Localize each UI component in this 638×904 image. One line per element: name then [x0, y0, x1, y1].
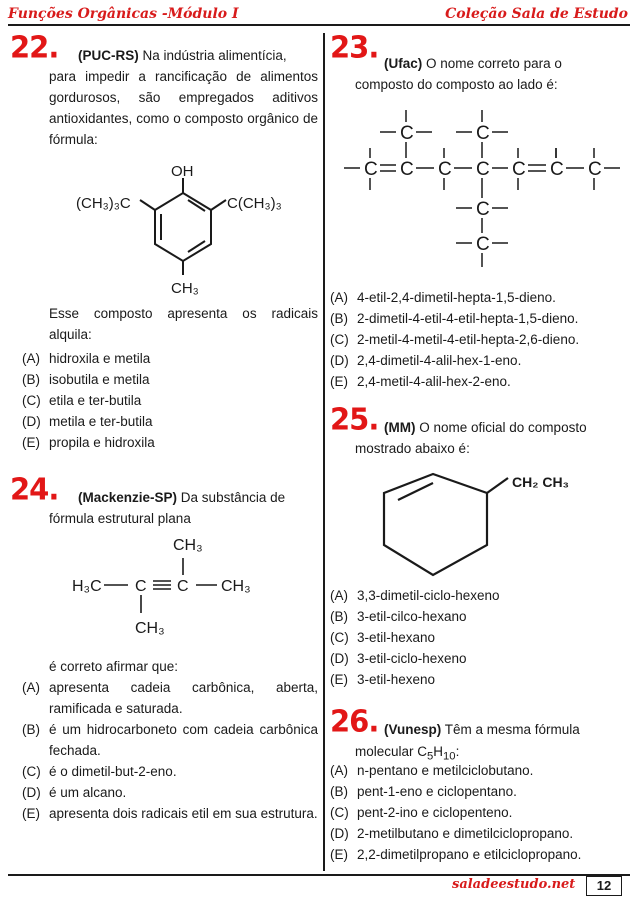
q26-formula-prefix: molecular C — [355, 744, 428, 759]
option-text: 2,2-dimetilpropano e etilciclopropano. — [357, 847, 582, 862]
q24-left-group: H₃C — [72, 578, 102, 595]
q22-option-a — [22, 348, 318, 369]
option-text: 2-metil-4-metil-4-etil-hepta-2,6-dieno. — [357, 332, 580, 347]
option-letter: (C) — [22, 764, 41, 779]
option-letter: (D) — [330, 651, 349, 666]
q25-option-a — [330, 585, 620, 606]
footer-site: saladeestudo.net — [452, 877, 576, 892]
q23-main-carbon-5: C — [512, 159, 526, 180]
option-text: pent-1-eno e ciclopentano. — [357, 784, 517, 799]
q24-option-b — [22, 719, 318, 761]
q24-text-first: Da substância de — [180, 490, 286, 505]
option-letter: (E) — [330, 847, 348, 862]
option-text: metila e ter-butila — [49, 414, 153, 429]
option-text: isobutila e metila — [49, 372, 150, 387]
q26-formula-h: H — [433, 744, 444, 759]
q23-branch-carbon-upper-1: C — [400, 123, 414, 144]
option-text: apresenta dois radicais etil em sua estrutura. — [49, 806, 318, 821]
option-text: 2,4-dimetil-4-alil-hex-1-eno. — [357, 353, 522, 368]
option-letter: (C) — [330, 332, 349, 347]
option-text: 3,3-dimetil-ciclo-hexeno — [357, 588, 500, 603]
q24-after: é correto afirmar que: — [49, 659, 179, 674]
option-text: é um alcano. — [49, 785, 127, 800]
q23-option-e — [330, 371, 620, 392]
q23-source: (Ufac) — [384, 56, 423, 71]
q25-substituent: CH₂ CH₃ — [512, 474, 570, 490]
option-letter: (A) — [22, 351, 40, 366]
option-letter: (C) — [330, 630, 349, 645]
q23-text: composto do composto ao lado é: — [355, 77, 558, 92]
option-text: n-pentano e metilciclobutano. — [357, 763, 534, 778]
option-letter: (E) — [22, 435, 40, 450]
q22-text-first: Na indústria alimentícia, — [142, 48, 287, 63]
q23-main-carbon-3: C — [438, 159, 452, 180]
option-letter: (B) — [330, 784, 348, 799]
q23-text-first: O nome correto para o — [426, 56, 562, 71]
q23-intro — [384, 53, 620, 74]
q24-bottom-group: CH₃ — [135, 620, 165, 637]
q24-intro — [78, 487, 318, 508]
q22-structure — [68, 160, 308, 300]
q22-option-e — [22, 432, 318, 453]
q26-option-e — [330, 844, 620, 865]
q23-branch-carbon-lower-1: C — [476, 199, 490, 220]
option-letter: (A) — [330, 763, 348, 778]
q23-main-carbon-6: C — [550, 159, 564, 180]
option-letter: (B) — [330, 311, 348, 326]
q26-sub10: 10 — [443, 750, 456, 763]
question-number-26: 26. — [330, 703, 379, 739]
option-letter: (D) — [22, 785, 41, 800]
q23-option-d — [330, 350, 620, 371]
option-letter: (D) — [330, 353, 349, 368]
option-letter: (C) — [22, 393, 41, 408]
option-text: 3-etil-ciclo-hexeno — [357, 651, 467, 666]
q24-option-c — [22, 761, 318, 782]
option-text: 3-etil-cilco-hexano — [357, 609, 467, 624]
q22-left-group: (CH₃)₃C — [76, 195, 131, 212]
option-letter: (E) — [330, 374, 348, 389]
option-text: 2-metilbutano e dimetilciclopropano. — [357, 826, 574, 841]
option-text: hidroxila e metila — [49, 351, 151, 366]
option-letter: (A) — [330, 290, 348, 305]
option-letter: (A) — [22, 680, 40, 695]
q24-option-d — [22, 782, 318, 803]
option-text: propila e hidroxila — [49, 435, 155, 450]
q26-option-a — [330, 760, 620, 781]
q22-source: (PUC-RS) — [78, 48, 139, 63]
q22-bottom-group: CH₃ — [171, 280, 199, 297]
q22-text: para impedir a rancificação de alimentos gordurosos, são empregados aditivos antioxidantes, como o composto orgânico de fórmula: — [49, 69, 318, 147]
option-text: pent-2-ino e ciclopenteno. — [357, 805, 513, 820]
question-number-24: 24. — [10, 471, 59, 507]
option-letter: (B) — [22, 372, 40, 387]
q24-carbon-2: C — [177, 578, 189, 595]
q23-main-carbon-7: C — [588, 159, 602, 180]
q23-main-carbon-1: C — [364, 159, 378, 180]
q26-text-first: Têm a mesma fórmula — [444, 722, 580, 737]
option-text: 2-dimetil-4-etil-4-etil-hepta-1,5-dieno. — [357, 311, 579, 326]
q25-text: mostrado abaixo é: — [355, 441, 470, 456]
footer-rule — [8, 874, 630, 876]
option-text: 2,4-metil-4-alil-hex-2-eno. — [357, 374, 511, 389]
q24-top-group: CH₃ — [173, 537, 203, 554]
q22-option-d — [22, 411, 318, 432]
option-letter: (A) — [330, 588, 348, 603]
q24-structure — [70, 528, 310, 643]
q26-source: (Vunesp) — [384, 722, 442, 737]
option-text: apresenta cadeia carbônica, aberta, ramificada e saturada. — [49, 680, 318, 716]
option-letter: (B) — [330, 609, 348, 624]
q23-option-a — [330, 287, 620, 308]
option-text: é um hidrocarboneto com cadeia carbônica fechada. — [49, 722, 318, 758]
option-letter: (B) — [22, 722, 40, 737]
q22-right-group: C(CH₃)₃ — [227, 195, 282, 212]
q25-source: (MM) — [384, 420, 416, 435]
option-text: etila e ter-butila — [49, 393, 142, 408]
q25-structure — [380, 470, 580, 588]
option-letter: (E) — [22, 806, 40, 821]
option-text: é o dimetil-but-2-eno. — [49, 764, 177, 779]
q23-main-carbon-4: C — [476, 159, 490, 180]
q23-structure — [330, 100, 630, 282]
q25-option-d — [330, 648, 620, 669]
q24-text: fórmula estrutural plana — [49, 511, 191, 526]
q23-branch-carbon-lower-2: C — [476, 234, 490, 255]
page-number: 12 — [586, 876, 622, 896]
q26-colon: : — [455, 744, 460, 759]
option-letter: (E) — [330, 672, 348, 687]
column-divider — [323, 33, 325, 871]
q25-option-c — [330, 627, 620, 648]
q25-text-first: O nome oficial do composto — [419, 420, 587, 435]
q22-intro — [78, 45, 318, 66]
q24-carbon-1: C — [135, 578, 147, 595]
option-letter: (C) — [330, 805, 349, 820]
option-letter: (D) — [330, 826, 349, 841]
q22-oh-label: OH — [171, 163, 194, 180]
collection-title: Coleção Sala de Estudo — [445, 6, 628, 22]
q22-option-c — [22, 390, 318, 411]
q24-option-e — [22, 803, 318, 824]
q26-option-d — [330, 823, 620, 844]
q24-right-group: CH₃ — [221, 578, 251, 595]
question-number-23: 23. — [330, 29, 379, 65]
q25-intro — [384, 417, 620, 438]
q23-option-c — [330, 329, 620, 350]
q23-option-b — [330, 308, 620, 329]
option-text: 3-etil-hexeno — [357, 672, 436, 687]
question-number-22: 22. — [10, 29, 59, 65]
question-number-25: 25. — [330, 401, 379, 437]
q24-source: (Mackenzie-SP) — [78, 490, 178, 505]
option-text: 3-etil-hexano — [357, 630, 436, 645]
q26-sub5: 5 — [427, 750, 434, 763]
q25-option-b — [330, 606, 620, 627]
option-letter: (D) — [22, 414, 41, 429]
q23-branch-carbon-upper-2: C — [476, 123, 490, 144]
q26-intro — [384, 719, 620, 740]
q26-option-b — [330, 781, 620, 802]
q24-option-a — [22, 677, 318, 719]
module-title: Funções Orgânicas -Módulo I — [8, 6, 239, 22]
header-rule — [8, 24, 630, 26]
q25-option-e — [330, 669, 620, 690]
q26-option-c — [330, 802, 620, 823]
q22-option-b — [22, 369, 318, 390]
q23-main-carbon-2: C — [400, 159, 414, 180]
q22-after: Esse composto apresenta os radicais alquila: — [49, 306, 318, 342]
option-text: 4-etil-2,4-dimetil-hepta-1,5-dieno. — [357, 290, 556, 305]
